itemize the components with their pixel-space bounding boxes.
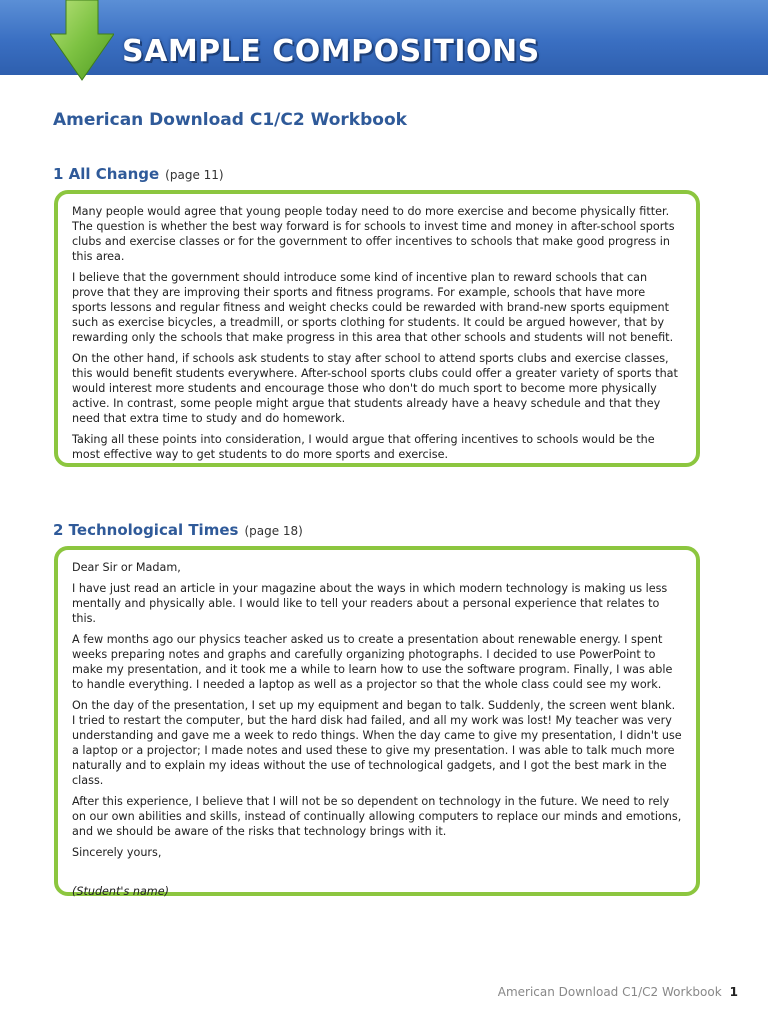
down-arrow-icon (50, 0, 114, 82)
closing: Sincerely yours, (72, 846, 162, 859)
page-number: 1 (729, 985, 738, 999)
page-footer (498, 985, 738, 999)
paragraph: I believe that the government should introduce some kind of incentive plan to reward schools that can prove that they are improving their sports and fitness programs. For example, schools that have more sports lessons and regular fitness and weight checks could be rewarded with brand-new sports equipment such as exercise bicycles, a treadmill, or sports clothing for students. It could be argued however, that by rewarding only the schools that make progress in this area that other schools and students will not benefit. (72, 271, 674, 344)
section-title: 1 All Change (53, 165, 160, 183)
banner-title: SAMPLE COMPOSITIONS (122, 34, 540, 69)
paragraph: On the other hand, if schools ask students to stay after school to attend sports clubs and exercise classes, this would benefit students everywhere. After-school sports clubs could offer a greater variety of sports that would interest more students and encourage those who don't do much sport to become more physically active. In contrast, some people might argue that students already have a heavy schedule and that they need that extra time to study and do homework. (72, 352, 678, 425)
section-heading-technological-times (53, 521, 303, 539)
student-name: (Student's name) (72, 885, 169, 898)
footer-text: American Download C1/C2 Workbook (497, 985, 722, 999)
salutation: Dear Sir or Madam, (72, 561, 181, 574)
paragraph: On the day of the presentation, I set up my equipment and began to talk. Suddenly, the screen went blank. I tried to restart the computer, but the hard disk had failed, and all my work was lost! My teacher was very understanding and gave me a week to redo things. When the day came to give my presentation, I didn't use a laptop or a projector; I made notes and used these to give my presentation. I was able to talk much more naturally and to explain my ideas without the use of technological gadgets, and I got the best mark in the class. (72, 699, 682, 787)
paragraph: After this experience, I believe that I will not be so dependent on technology in the future. We need to rely on our own abilities and skills, instead of continually allowing computers to replace our minds and emotions, and we should be aware of the risks that technology brings with it. (72, 795, 682, 838)
section-title: 2 Technological Times (53, 521, 239, 539)
page-reference: (page 11) (165, 168, 224, 182)
paragraph: Many people would agree that young people today need to do more exercise and become physically fitter. The question is whether the best way forward is for schools to invest time and money in after-school sports clubs and exercise classes or for the government to offer incentives to schools that make good progress in this area. (72, 205, 675, 263)
paragraph: Taking all these points into consideration, I would argue that offering incentives to schools would be the most effective way to get students to do more sports and exercise. (72, 433, 655, 461)
page-reference: (page 18) (244, 524, 303, 538)
paragraph: A few months ago our physics teacher asked us to create a presentation about renewable energy. I spent weeks preparing notes and graphs and carefully organizing photographs. I decided to use PowerPoint to make my presentation, and it took me a while to learn how to use the software program. Finally, I was able to handle everything. I needed a laptop as well as a projector so that the whole class could see my work. (72, 633, 673, 691)
composition-box-technological-times (54, 546, 700, 896)
section-heading-all-change (53, 165, 224, 183)
composition-box-all-change (54, 190, 700, 467)
document-title: American Download C1/C2 Workbook (53, 110, 407, 130)
paragraph: I have just read an article in your magazine about the ways in which modern technology is making us less mentally and physically able. I would like to tell your readers about a personal experience that relates to this. (72, 582, 668, 625)
